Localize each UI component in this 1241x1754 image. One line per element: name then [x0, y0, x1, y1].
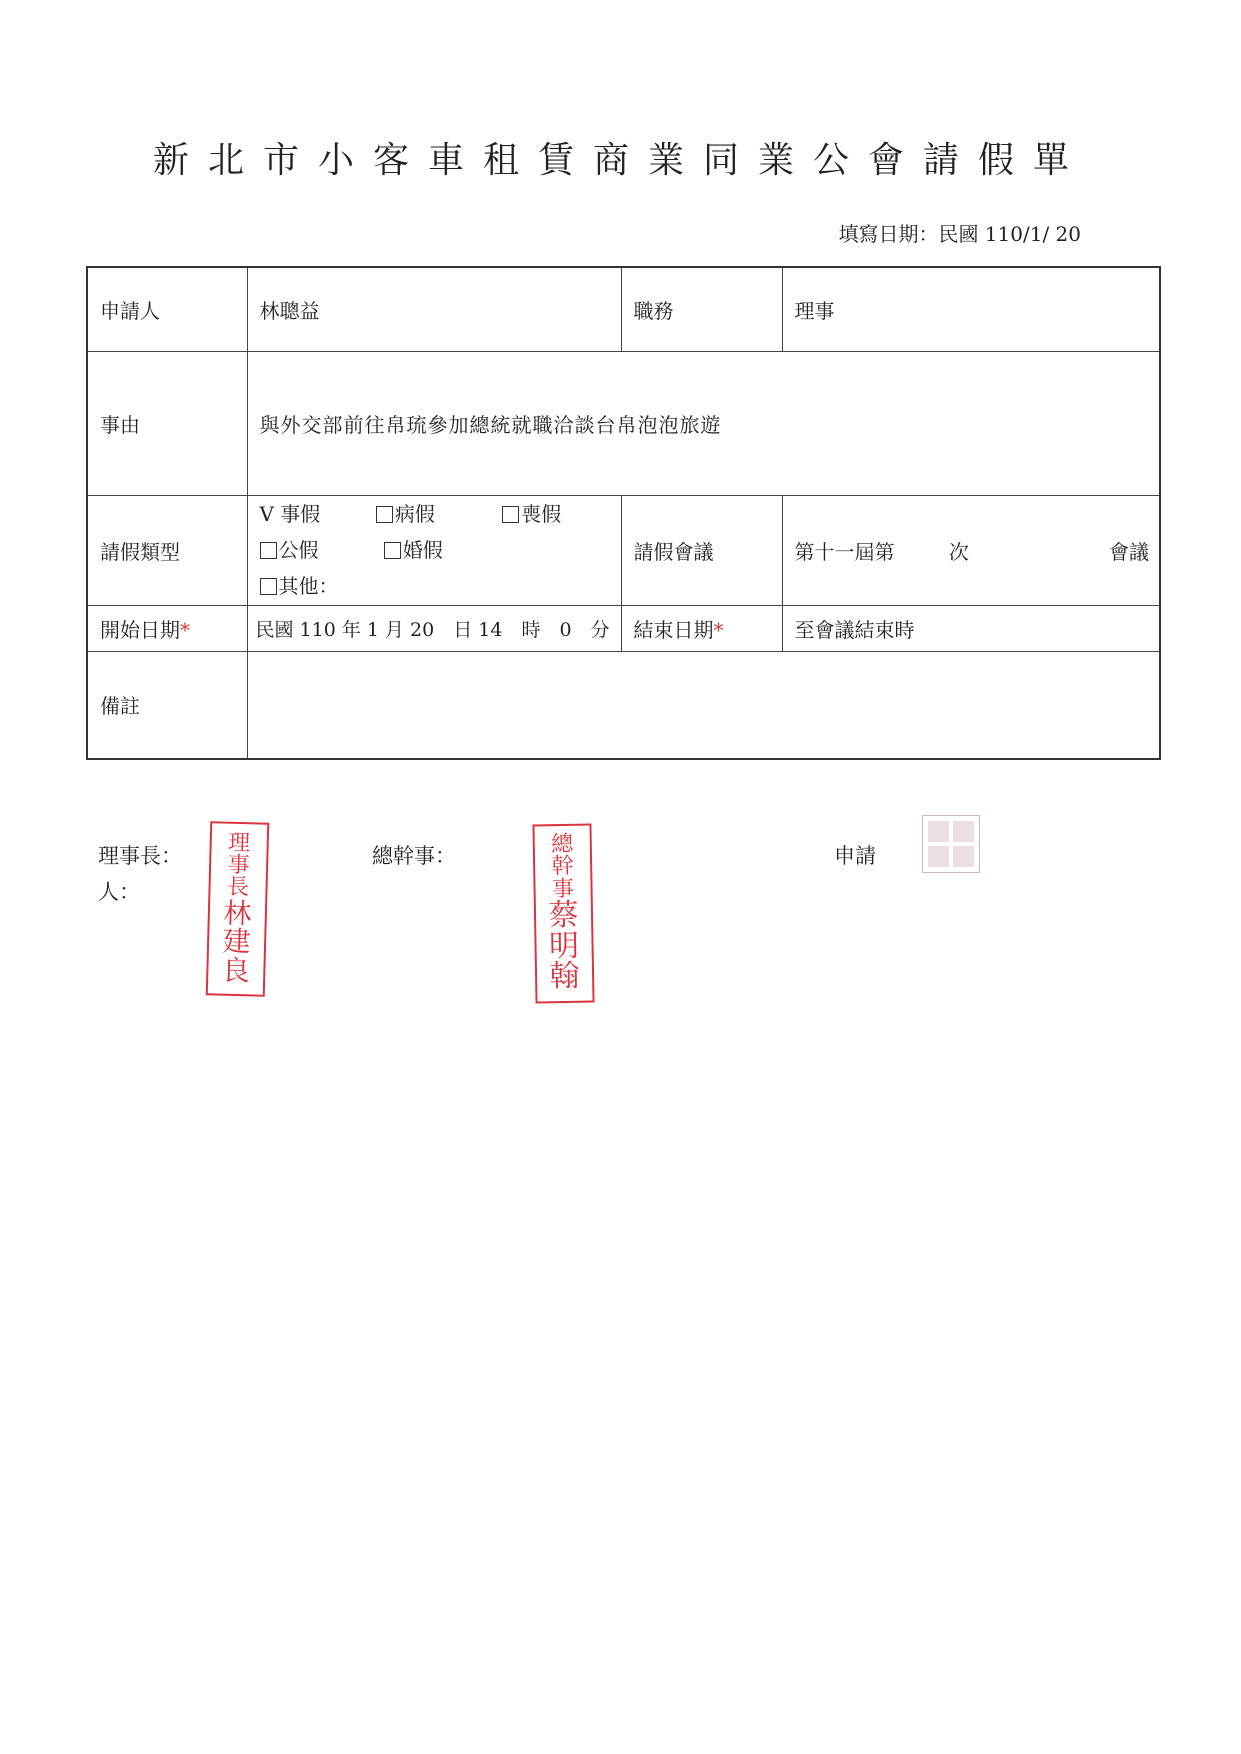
- required-star: *: [180, 617, 190, 642]
- leave-type-sick[interactable]: 病假: [376, 496, 496, 532]
- reason-label: 事由: [87, 351, 247, 495]
- leave-type-row: [87, 495, 1160, 605]
- other-checkbox[interactable]: [260, 578, 277, 595]
- leave-form-table: [86, 266, 1161, 760]
- chairman-label: 理事長：: [98, 844, 182, 868]
- meeting-suffix: 會議: [1109, 539, 1149, 564]
- start-date-label: 開始日期*: [87, 605, 247, 651]
- leave-type-marriage[interactable]: 婚假: [384, 532, 443, 568]
- meeting-prefix: 第十一屆第: [794, 539, 895, 564]
- remarks-value[interactable]: [247, 651, 1160, 759]
- remarks-label: 備註: [87, 651, 247, 759]
- meeting-times: 次: [948, 539, 969, 564]
- applicant-label-line2: 人：: [98, 880, 140, 904]
- marriage-checkbox[interactable]: [384, 542, 401, 559]
- remarks-row: [87, 651, 1160, 759]
- secretary-label: 總幹事：: [372, 844, 456, 868]
- position-value[interactable]: 理事: [782, 267, 1160, 351]
- position-label: 職務: [621, 267, 782, 351]
- start-date-value[interactable]: 民國 110 年 1 月 20 日 14 時 0 分: [247, 605, 621, 651]
- meeting-label: 請假會議: [621, 495, 782, 605]
- leave-type-official[interactable]: 公假: [260, 532, 378, 568]
- reason-row: [87, 351, 1160, 495]
- meeting-value[interactable]: [782, 495, 1160, 605]
- leave-type-funeral[interactable]: 喪假: [502, 496, 561, 532]
- applicant-seal: [922, 815, 980, 873]
- sick-checkbox[interactable]: [376, 506, 393, 523]
- leave-type-personal[interactable]: V 事假: [259, 502, 321, 526]
- applicant-value[interactable]: 林聰益: [247, 267, 621, 351]
- form-title: 新北市小客車租賃商業同業公會請假單: [152, 140, 1088, 181]
- official-checkbox[interactable]: [260, 542, 277, 559]
- applicant-label: 申請人: [87, 267, 247, 351]
- leave-type-options: [247, 495, 621, 605]
- leave-type-label: 請假類型: [87, 495, 247, 605]
- funeral-checkbox[interactable]: [502, 506, 519, 523]
- leave-type-other[interactable]: 其他：: [260, 568, 339, 604]
- reason-value[interactable]: 與外交部前往帛琉參加總統就職洽談台帛泡泡旅遊: [247, 351, 1160, 495]
- fill-date: 填寫日期：民國 110/1/ 20: [838, 222, 1081, 246]
- applicant-label-line1: 申請: [834, 844, 876, 868]
- chairman-seal: 理 事 長 林 建 良: [206, 821, 270, 996]
- applicant-row: [87, 267, 1160, 351]
- secretary-seal: 總 幹 事 蔡 明 翰: [532, 823, 594, 1003]
- date-row: [87, 605, 1160, 651]
- end-date-label: 結束日期*: [621, 605, 782, 651]
- required-star: *: [713, 617, 724, 642]
- end-date-value[interactable]: 至會議結束時: [782, 605, 1160, 651]
